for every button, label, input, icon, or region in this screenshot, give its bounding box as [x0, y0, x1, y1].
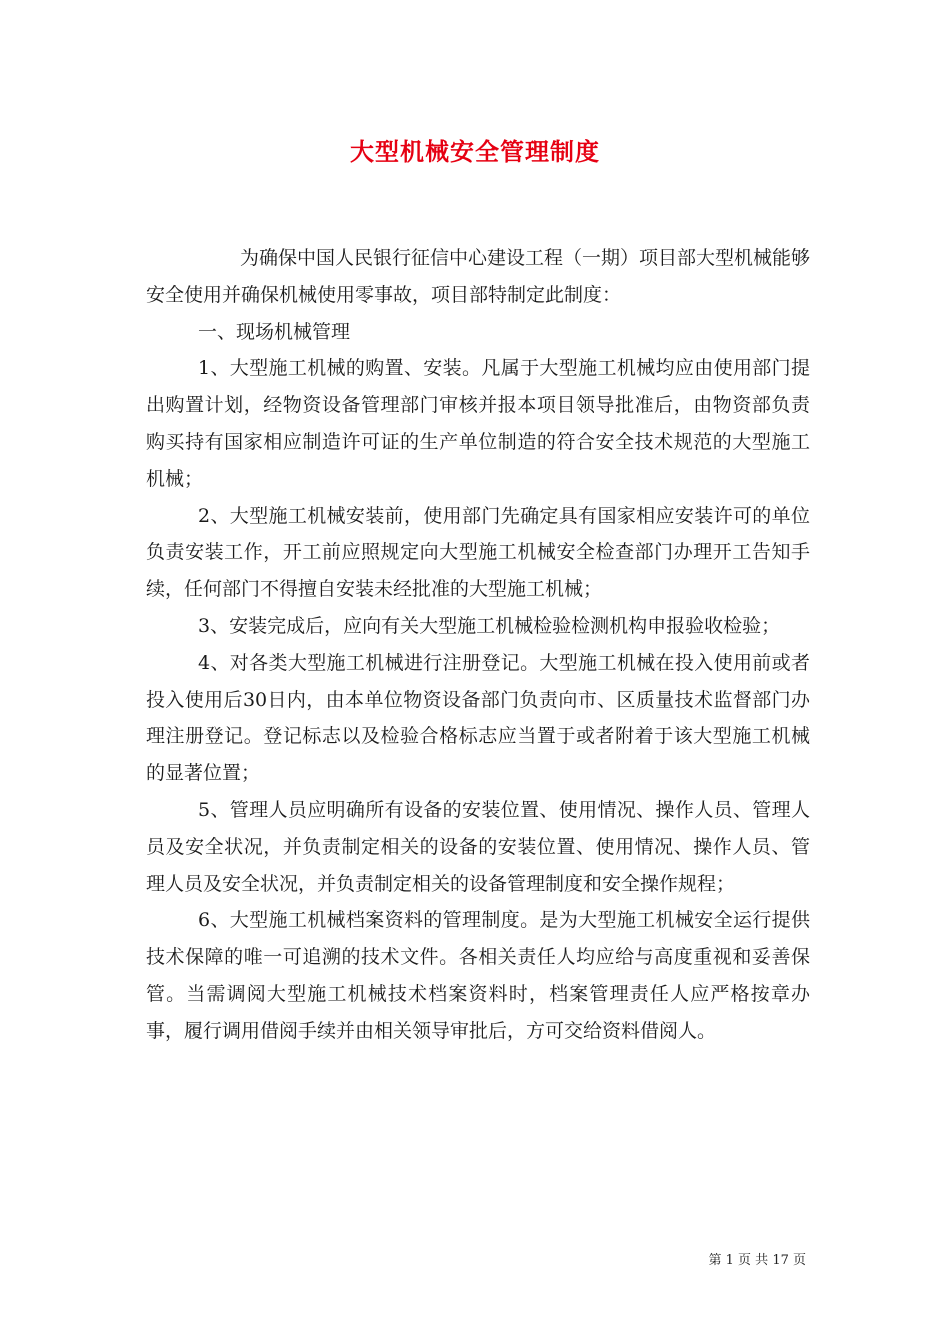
list-item: 2、大型施工机械安装前，使用部门先确定具有国家相应安装许可的单位负责安装工作，开工前应照规定向大型施工机械安全检查部门办理开工告知手续，任何部门不得擅自安装未经批准的大型施工机械； [146, 504, 810, 601]
section-heading: 一、现场机械管理 [198, 320, 351, 343]
list-item: 4、对各类大型施工机械进行注册登记。大型施工机械在投入使用前或者投入使用后30日内，由本单位物资设备部门负责向市、区质量技术监督部门办理注册登记。登记标志以及检验合格标志应当置于或者附着于该大型施工机械的显著位置； [146, 651, 810, 785]
list-item: 6、大型施工机械档案资料的管理制度。是为大型施工机械安全运行提供技术保障的唯一可追溯的技术文件。各相关责任人均应给与高度重视和妥善保管。当需调阅大型施工机械技术档案资料时，档案管理责任人应严格按章办事，履行调用借阅手续并由相关领导审批后，方可交给资料借阅人。 [146, 909, 810, 1042]
page-number: 第 1 页 共 17 页 [708, 1253, 806, 1268]
document-title: 大型机械安全管理制度 [350, 137, 600, 166]
list-item: 3、安装完成后，应向有关大型施工机械检验检测机构申报验收检验； [198, 614, 781, 637]
intro-paragraph: 为确保中国人民银行征信中心建设工程（一期）项目部大型机械能够安全使用并确保机械使用零事故，项目部特制定此制度： [146, 247, 811, 306]
list-item: 5、管理人员应明确所有设备的安装位置、使用情况、操作人员、管理人员及安全状况，并负责制定相关的设备的安装位置、使用情况、操作人员、管理人员及安全状况，并负责制定相关的设备管理制度和安全操作规程； [146, 798, 810, 895]
list-item: 1、大型施工机械的购置、安装。凡属于大型施工机械均应由使用部门提出购置计划，经物资设备管理部门审核并报本项目领导批准后，由物资部负责购买持有国家相应制造许可证的生产单位制造的符合安全技术规范的大型施工机械； [146, 357, 810, 490]
document-body [146, 240, 810, 1050]
